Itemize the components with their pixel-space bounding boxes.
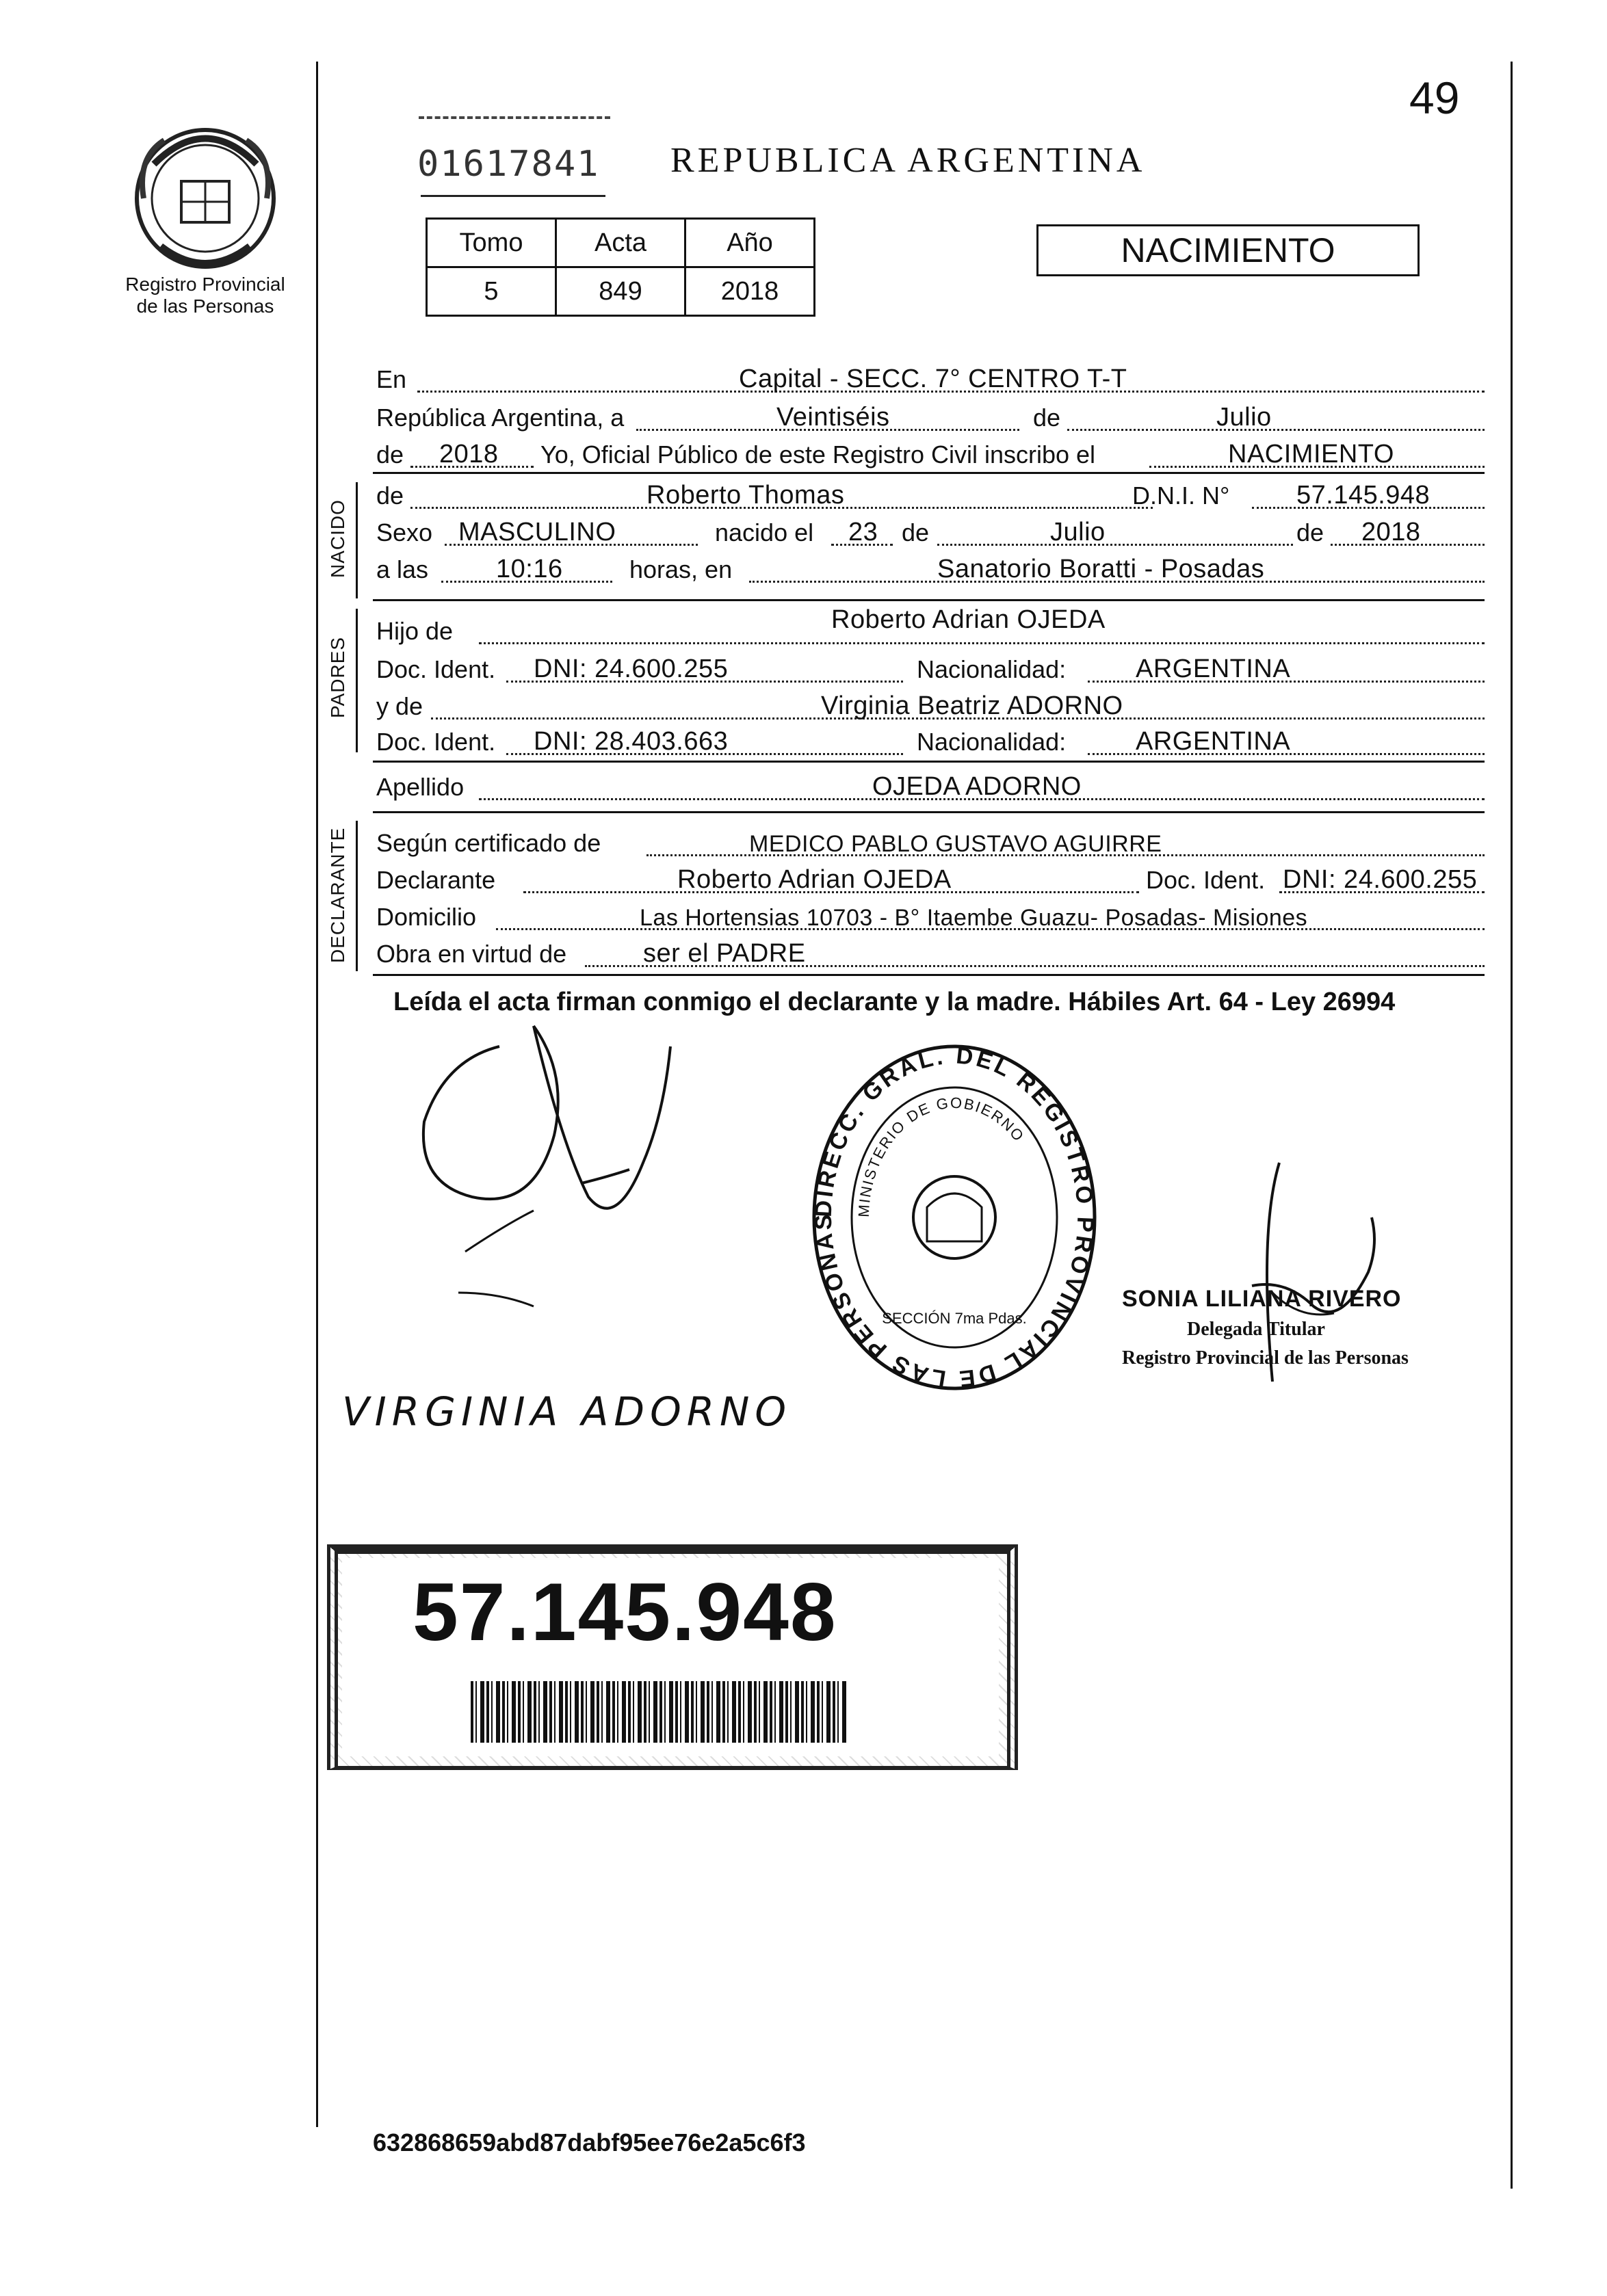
row-father-doc [376, 652, 1485, 687]
father-nat-label: Nacionalidad: [917, 655, 1067, 683]
row-certificado [376, 826, 1485, 860]
day-words: Veintiséis [776, 403, 890, 432]
declarante-label: Declarante [376, 866, 496, 894]
declarant-signature [383, 1005, 711, 1320]
row-declarante [376, 863, 1485, 897]
sexo-label: Sexo [376, 518, 433, 546]
dni-barcode [471, 1681, 847, 1743]
header-tomo: Tomo [427, 219, 556, 267]
nacido-de-label3: de [1296, 518, 1324, 546]
right-margin-line [1511, 62, 1513, 2189]
padres-side-bar [356, 609, 358, 752]
row-domicilio [376, 900, 1485, 934]
stamp-section-text: SECCIÓN 7ma Pdas. [882, 1310, 1027, 1327]
child-name: Roberto Thomas [646, 481, 845, 510]
row-officer [376, 438, 1485, 472]
mother-signature: VIRGINIA ADORNO [342, 1388, 792, 1435]
sexo-value: MASCULINO [458, 518, 616, 546]
declarante-section-label: DECLARANTE [327, 827, 348, 963]
document-hash: 632868659abd87dabf95ee76e2a5c6f3 [373, 2128, 806, 2156]
closing-text: Leída el acta firman conmigo el declarante y la madre. Hábiles Art. 64 - Ley 26994 [393, 988, 1396, 1016]
declarante-side-bar [356, 821, 358, 971]
officer-text: Yo, Oficial Público de este Registro Civil inscribo el [540, 440, 1096, 469]
nacido-section-label: NACIDO [327, 499, 348, 578]
separator-4 [373, 811, 1485, 813]
mother-nat-label: Nacionalidad: [917, 728, 1067, 756]
de-label-2: de [376, 440, 404, 469]
row-republic [376, 401, 1485, 435]
row-apellido [376, 770, 1485, 804]
place-value: Capital - SECC. 7° CENTRO T-T [739, 365, 1127, 393]
row-mother [376, 689, 1485, 724]
declarante-value: Roberto Adrian OJEDA [677, 865, 952, 894]
declarante-doc: DNI: 24.600.255 [1283, 865, 1478, 894]
child-dni: 57.145.948 [1296, 481, 1430, 510]
serial-number: 01617841 [417, 144, 600, 185]
certificado-label: Según certificado de [376, 829, 601, 857]
birth-day: 23 [848, 518, 878, 546]
obra-label: Obra en virtud de [376, 940, 567, 968]
dni-sticker-number: 57.145.948 [413, 1566, 837, 1658]
country-title: REPUBLICA ARGENTINA [670, 141, 1146, 180]
provincial-seal-logo [123, 116, 287, 280]
stamp-outer-text: DIRECC. GRAL. DEL REGISTRO PROVINCIAL DE LAS PERSONAS [810, 1042, 1099, 1393]
nacido-el-label: nacido el [715, 518, 814, 546]
official-title: Delegada Titular [1187, 1319, 1325, 1340]
republic-label: República Argentina, a [376, 404, 625, 432]
padres-section-label: PADRES [327, 636, 348, 718]
page-number: 49 [1409, 72, 1460, 123]
hijo-de-label: Hijo de [376, 617, 454, 645]
mother-doc-label: Doc. Ident. [376, 728, 496, 756]
obra-value: ser el PADRE [643, 939, 806, 968]
nacido-de-label2: de [902, 518, 930, 546]
month-dots [1067, 429, 1485, 431]
header-anio: Año [685, 219, 815, 267]
nacido-de-label: de [376, 481, 404, 510]
header-acta: Acta [556, 219, 685, 267]
birth-place: Sanatorio Boratti - Posadas [937, 555, 1265, 583]
a-las-label: a las [376, 555, 429, 583]
apellido-value: OJEDA ADORNO [872, 772, 1082, 801]
separator-5 [373, 974, 1485, 976]
apellido-label: Apellido [376, 773, 465, 801]
separator-2 [373, 599, 1485, 601]
act-month: Julio [1216, 403, 1272, 432]
official-office: Registro Provincial de las Personas [1122, 1347, 1409, 1369]
row-mother-doc [376, 725, 1485, 759]
value-tomo: 5 [427, 267, 556, 316]
declarante-doc-label: Doc. Ident. [1146, 866, 1266, 894]
father-nationality: ARGENTINA [1136, 655, 1291, 683]
row-obra [376, 937, 1485, 971]
birth-time: 10:16 [496, 555, 563, 583]
serial-top-mark [419, 116, 610, 127]
official-name: SONIA LILIANA RIVERO [1122, 1286, 1402, 1312]
father-dots [479, 642, 1485, 644]
row-nacido-name [376, 479, 1485, 513]
mother-doc: DNI: 28.403.663 [534, 727, 729, 756]
value-anio: 2018 [685, 267, 815, 316]
y-de-label: y de [376, 692, 423, 720]
record-table-value-row [427, 267, 815, 316]
stamp-inner-text: MINISTERIO DE GOBIERNO [854, 1094, 1028, 1218]
record-table-header-row [427, 219, 815, 267]
official-signature [1231, 1149, 1409, 1409]
birth-year: 2018 [1361, 518, 1421, 546]
dni-label: D.N.I. N° [1132, 481, 1230, 510]
nacido-side-bar [356, 482, 358, 598]
father-doc-label: Doc. Ident. [376, 655, 496, 683]
domicilio-value: Las Hortensias 10703 - B° Itaembe Guazu- Posadas- Misiones [640, 905, 1308, 931]
father-doc: DNI: 24.600.255 [534, 655, 729, 683]
record-table [426, 217, 815, 317]
serial-underline [421, 195, 605, 197]
record-type-box: NACIMIENTO [1036, 224, 1420, 276]
separator-1 [373, 472, 1485, 474]
mother-nationality: ARGENTINA [1136, 727, 1291, 756]
certificado-value: MEDICO PABLO GUSTAVO AGUIRRE [749, 831, 1162, 857]
horas-label: horas, en [629, 555, 733, 583]
birth-month-dots [937, 544, 1293, 546]
domicilio-label: Domicilio [376, 903, 477, 931]
inscription-value: NACIMIENTO [1228, 440, 1394, 469]
row-father [376, 605, 1485, 648]
en-label: En [376, 365, 407, 393]
birth-month: Julio [1050, 518, 1106, 546]
left-margin-line [316, 62, 318, 2127]
separator-3 [373, 761, 1485, 763]
registry-label [103, 274, 308, 317]
act-year: 2018 [439, 440, 499, 469]
row-en [376, 362, 1485, 397]
registry-label-line1: Registro Provincial [125, 274, 285, 295]
registry-label-line2: de las Personas [136, 295, 274, 317]
value-acta: 849 [556, 267, 685, 316]
dni-sticker [327, 1544, 1018, 1770]
row-nacido-sex [376, 516, 1485, 550]
row-nacido-time [376, 553, 1485, 587]
official-stamp [804, 1036, 1105, 1399]
mother-name: Virginia Beatriz ADORNO [821, 691, 1123, 720]
de-label: de [1033, 404, 1061, 432]
father-name: Roberto Adrian OJEDA [831, 605, 1106, 634]
